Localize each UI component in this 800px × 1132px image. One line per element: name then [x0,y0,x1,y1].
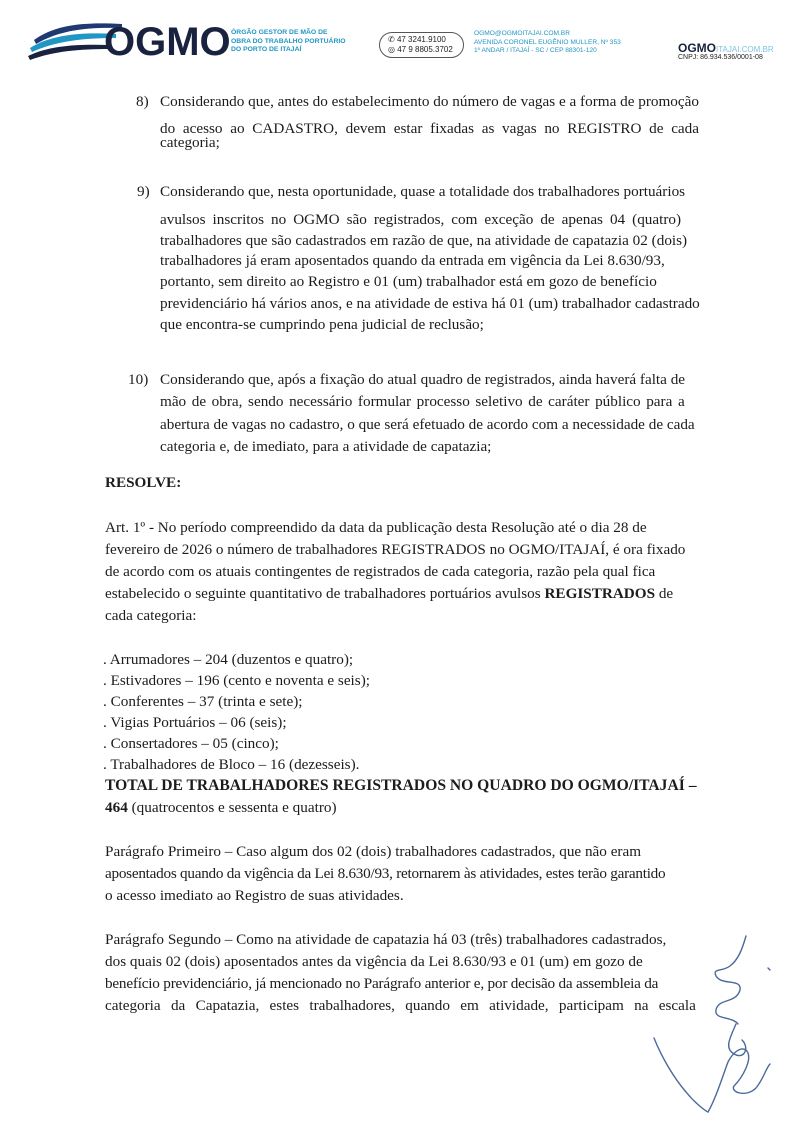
art1-line: de acordo com os atuais contingentes de registrados de cada categoria, razão pela qual fica [105,563,656,580]
item-9-line: que encontra-se cumprindo pena judicial de reclusão; [160,316,484,333]
category-item: . Vigias Portuários – 06 (seis); [103,714,287,731]
item-9-line: avulsos inscritos no OGMO são registrados, com exceção de apenas 04 (quatro) [160,211,682,228]
item-9-line: trabalhadores que são cadastrados em razão de que, na atividade de capatazia 02 (dois) [160,232,688,249]
art1-line: Art. 1º - No período compreendido da data da publicação desta Resolução até o dia 28 de [105,519,647,536]
phone-icon: ✆ [388,35,395,44]
phone-number: 47 3241.9100 [396,35,446,44]
art1-suffix: de [655,585,674,602]
brand-description-line: DO PORTO DE ITAJAÍ [231,46,302,53]
item-10-line: abertura de vagas no cadastro, o que será efetuado de acordo com a necessidade de cada [160,416,695,433]
item-8-line: Considerando que, antes do estabelecimento do número de vagas e a forma de promoção [160,93,699,110]
total-number: 464 [105,799,128,816]
category-item: . Estivadores – 196 (cento e noventa e seis); [103,672,370,689]
art1-text: estabelecido o seguinte quantitativo de trabalhadores portuários avulsos [105,585,541,602]
item-number: 10) [128,371,149,388]
art1-line: fevereiro de 2026 o número de trabalhadores REGISTRADOS no OGMO/ITAJAÍ, é ora fixado [105,541,686,558]
phone-box [379,32,464,58]
item-9-line: trabalhadores já eram aposentados quando da entrada em vigência da Lei 8.630/93, [160,252,665,269]
category-item: . Arrumadores – 204 (duzentos e quatro); [103,651,354,668]
art1-bold: REGISTRADOS [544,585,656,602]
resolve-heading: RESOLVE: [105,474,182,491]
brand-description-line: ÓRGÃO GESTOR DE MÃO DE [231,29,328,36]
total-heading: TOTAL DE TRABALHADORES REGISTRADOS NO QUADRO DO OGMO/ITAJAÍ – [105,777,697,794]
site-brand: OGMO [678,41,716,55]
paragrafo-segundo-line: categoria da Capatazia, estes trabalhadores, quando em atividade, participam na escala [105,997,696,1014]
item-10-line: mão de obra, sendo necessário formular processo seletivo de caráter público para a [160,393,685,410]
item-9-line: previdenciário há vários anos, e na atividade de estiva há 01 (um) trabalhador cadastrado [160,295,700,312]
item-8-line: do acesso ao CADASTRO, devem estar fixadas as vagas no REGISTRO de cada [160,120,700,137]
total-words: (quatrocentos e sessenta e quatro) [127,799,337,816]
paragrafo-segundo-line: Parágrafo Segundo – Como na atividade de capatazia há 03 (três) trabalhadores cadastrados, [105,931,667,948]
address-line: AVENIDA CORONEL EUGÊNIO MULLER, Nº 353 [474,38,621,46]
item-number: 8) [136,93,149,110]
item-9-line: portanto, sem direito ao Registro e 01 (um) trabalhador está em gozo de benefício [160,273,657,290]
cnpj-text: CNPJ: 86.934.536/0001-08 [678,54,763,61]
art1-line [105,584,673,605]
paragrafo-segundo-line: dos quais 02 (dois) aposentados antes da vigência da Lei 8.630/93 e 01 (um) em gozo de [105,953,643,970]
paragrafo-segundo-line: benefício previdenciário, já mencionado no Parágrafo anterior e, por decisão da assembleia da [105,975,659,992]
item-10-line: Considerando que, após a fixação do atual quadro de registrados, ainda haverá falta de [160,371,686,388]
email-text: OGMO@OGMOITAJAI.COM.BR [474,30,570,37]
category-item: . Consertadores – 05 (cinco); [103,735,279,752]
address-line: 1º ANDAR / ITAJAÍ - SC / CEP 88301-120 [474,47,597,55]
contact-block [474,30,670,56]
paragrafo-primeiro-line: Parágrafo Primeiro – Caso algum dos 02 (dois) trabalhadores cadastrados, que não eram [105,843,642,860]
item-number: 9) [137,183,150,200]
whatsapp-icon: ◎ [388,45,395,54]
category-item: . Conferentes – 37 (trinta e sete); [103,693,303,710]
brand-description [231,29,371,55]
item-9-line: Considerando que, nesta oportunidade, quase a totalidade dos trabalhadores portuários [160,183,686,200]
brand-description-line: OBRA DO TRABALHO PORTUÁRIO [231,37,346,45]
total-number-line [105,798,337,819]
whatsapp-number: 47 9 8805.3702 [397,45,453,54]
brand-wordmark: OGMO [104,20,231,64]
paragrafo-primeiro-line: o acesso imediato ao Registro de suas atividades. [105,887,404,904]
art1-line: cada categoria: [105,607,197,624]
item-8-line: categoria; [160,134,220,151]
handwritten-signature [646,928,786,1118]
site-suffix: ITAJAI.COM.BR [716,45,774,54]
item-10-line: categoria e, de imediato, para a atividade de capatazia; [160,438,492,455]
category-item: . Trabalhadores de Bloco – 16 (dezesseis). [103,756,360,773]
paragrafo-primeiro-line: aposentados quando da vigência da Lei 8.630/93, retornarem às atividades, estes terão garantido [105,865,666,882]
